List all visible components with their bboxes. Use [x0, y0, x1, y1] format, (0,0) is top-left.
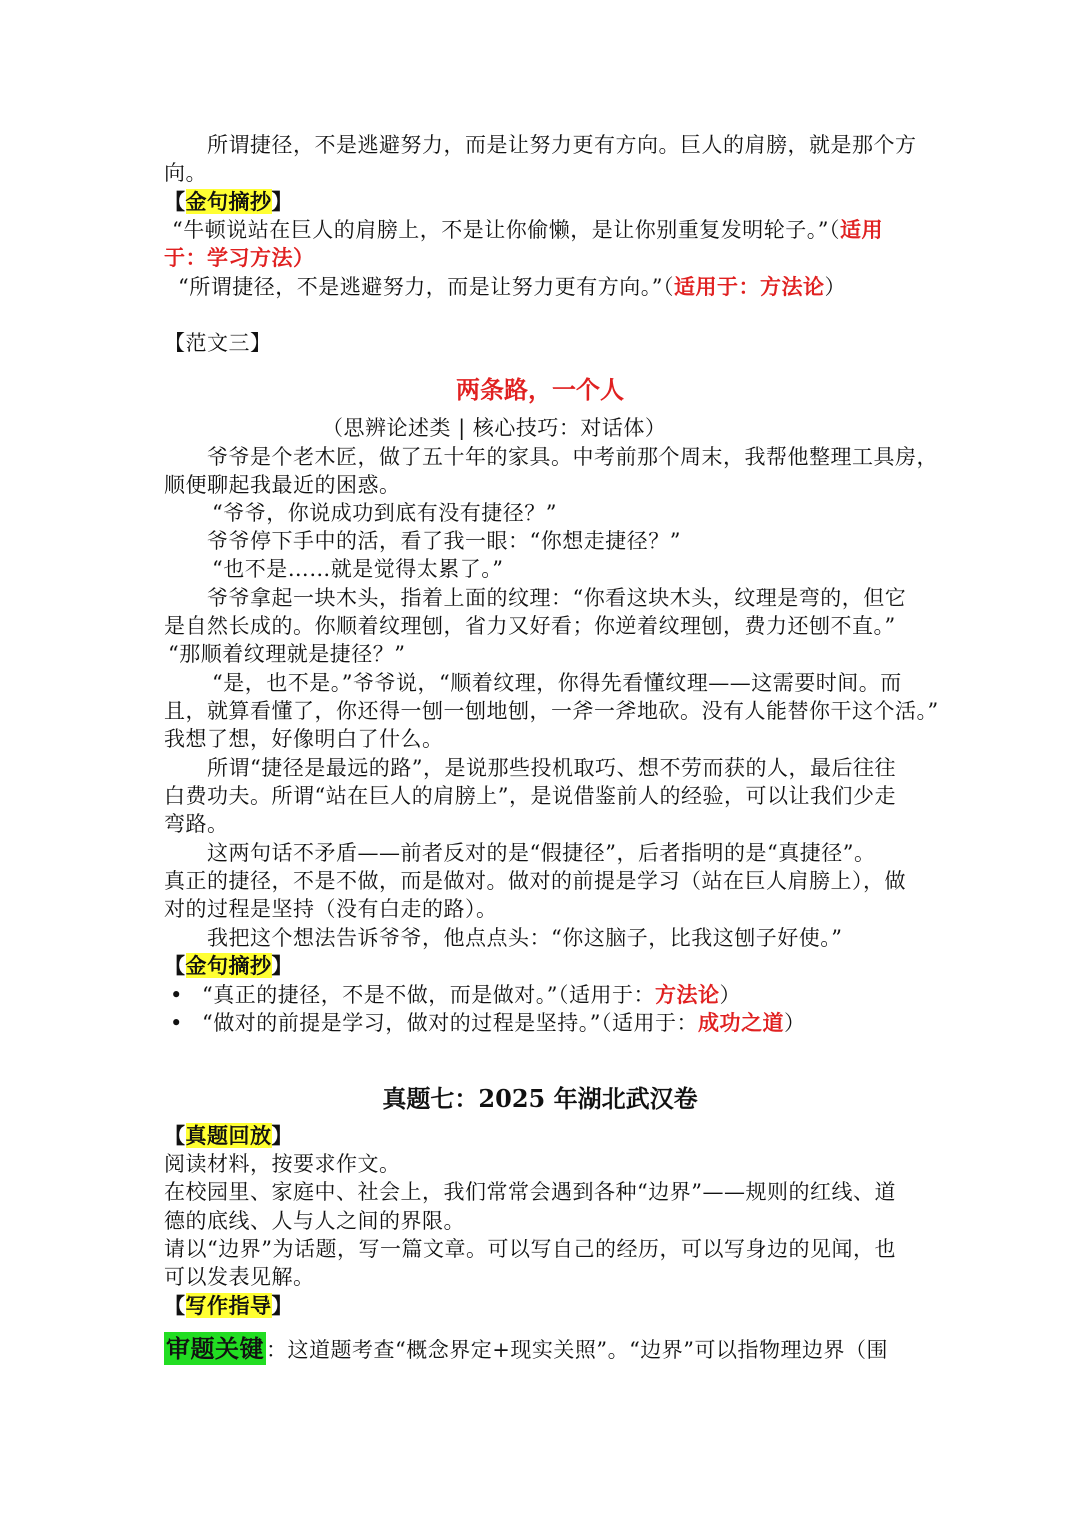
exam-title: 真题七：2025 年湖北武汉卷 [382, 1084, 698, 1113]
essay-line: 这两句话不矛盾——前者反对的是“假捷径”，后者指明的是“真捷径”。 [207, 841, 876, 865]
paragraph-line: 向。 [164, 161, 207, 185]
quote-section-heading: 【金句摘抄】 [164, 189, 293, 214]
essay-line: 所谓“捷径是最远的路”，是说那些投机取巧、想不劳而获的人，最后往往 [207, 756, 896, 780]
essay-line: “爷爷，你说成功到底有没有捷径？” [212, 501, 557, 525]
bullet-item: “真正的捷径，不是不做，而是做对。”（适用于：方法论） [202, 982, 741, 1007]
bullet-item: “做对的前提是学习，做对的过程是坚持。”（适用于：成功之道） [202, 1010, 806, 1035]
quote-section-heading: 【金句摘抄】 [164, 953, 293, 978]
essay-line: “那顺着纹理就是捷径？” [168, 642, 406, 666]
essay-line: 爷爷停下手中的活，看了我一眼：“你想走捷径？” [207, 529, 681, 553]
bullet-marker: • [170, 1011, 183, 1035]
essay-line: “是，也不是。”爷爷说，“顺着纹理，你得先看懂纹理——这需要时间。而 [212, 671, 902, 695]
essay-line: 我想了想，好像明白了什么。 [164, 727, 444, 751]
essay-line: 爷爷拿起一块木头，指着上面的纹理：“你看这块木头，纹理是弯的，但它 [207, 586, 907, 610]
quote-line: 于：学习方法） [164, 245, 315, 270]
essay-line: 爷爷是个老木匠，做了五十年的家具。中考前那个周末，我帮他整理工具房， [207, 445, 938, 469]
key-point-label: 审题关键 [166, 1334, 264, 1363]
essay-line: 真正的捷径，不是不做，而是做对。做对的前提是学习（站在巨人肩膀上），做 [164, 869, 906, 893]
essay-line: 是自然长成的。你顺着纹理刨，省力又好看；你逆着纹理刨，费力还刨不直。” [164, 614, 896, 638]
essay-line: 对的过程是坚持（没有白走的路）。 [164, 897, 498, 921]
exam-line: 德的底线、人与人之间的界限。 [164, 1209, 465, 1233]
essay-title: 两条路，一个人 [456, 375, 624, 404]
quote-line: “牛顿说站在巨人的肩膀上，不是让你偷懒，是让你别重复发明轮子。”（适用 [172, 217, 883, 242]
quote-line: “所谓捷径，不是逃避努力，而是让努力更有方向。”（适用于：方法论） [178, 274, 846, 299]
exam-line: 在校园里、家庭中、社会上，我们常常会遇到各种“边界”——规则的红线、道 [164, 1180, 896, 1204]
essay-line: 弯路。 [164, 812, 229, 836]
essay-subtitle: （思辨论述类 | 核心技巧：对话体） [322, 416, 667, 440]
guide-heading: 【写作指导】 [164, 1293, 293, 1318]
bullet-marker: • [170, 983, 183, 1007]
essay-line: 白费功夫。所谓“站在巨人的肩膀上”，是说借鉴前人的经验，可以让我们少走 [164, 784, 896, 808]
essay-line: 我把这个想法告诉爷爷，他点点头：“你这脑子，比我这刨子好使。” [207, 926, 843, 950]
essay-line: 顺便聊起我最近的困惑。 [164, 473, 401, 497]
essay-line: “也不是……就是觉得太累了。” [212, 557, 504, 581]
review-heading: 【真题回放】 [164, 1123, 293, 1148]
exam-line: 可以发表见解。 [164, 1265, 315, 1289]
paragraph-line: 所谓捷径，不是逃避努力，而是让努力更有方向。巨人的肩膀，就是那个方 [207, 133, 917, 157]
exam-line: 请以“边界”为话题，写一篇文章。可以写自己的经历，可以写身边的见闻，也 [164, 1237, 896, 1261]
essay-line: 且，就算看懂了，你还得一刨一刨地刨，一斧一斧地砍。没有人能替你干这个活。” [164, 699, 939, 723]
key-point-line: 审题关键：这道题考查“概念界定+现实关照”。“边界”可以指物理边界（围 [166, 1334, 889, 1363]
essay-label: 【范文三】 [164, 331, 272, 355]
exam-line: 阅读材料，按要求作文。 [164, 1152, 401, 1176]
